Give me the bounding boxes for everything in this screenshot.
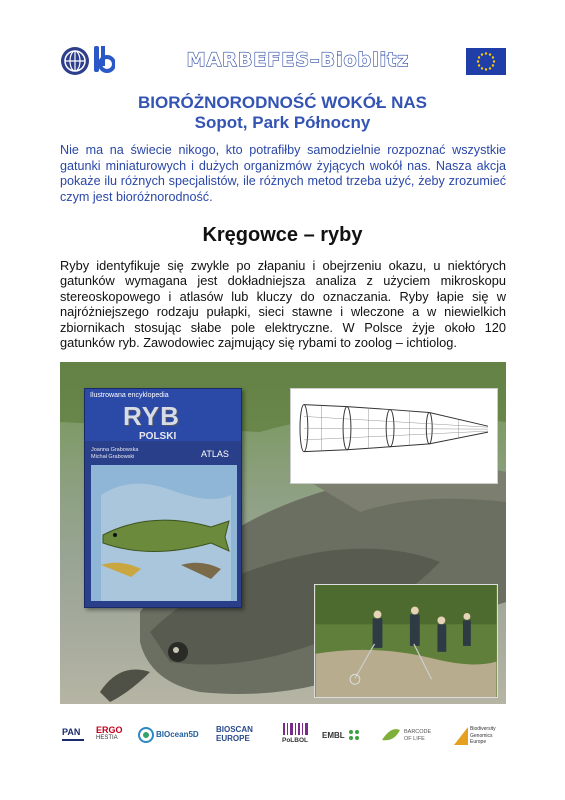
eu-star [481, 53, 483, 55]
main-title [40, 93, 525, 133]
banner-title: MARBEFES–Bioblitz [186, 49, 410, 71]
biocean5d-icon [138, 727, 154, 743]
leaf-icon [380, 726, 402, 744]
barcode-bars-icon [282, 723, 312, 735]
book-atlas-label: ATLAS [201, 449, 229, 459]
eu-star [478, 64, 480, 66]
eu-star [485, 52, 487, 54]
partner-logos [60, 721, 506, 753]
body-paragraph: Ryby identyfikuje się zwykle po złapaniu i obejrzeniu okazu, u niektórych gatunków wymagana jest dokładniejsza analiza z użyciem mikroskopu stereoskopowego i atlasów lub kluczy do oznaczania. Ryby łapie się w najróżniejszego rodzaju pułapki, sieci stawne i wleczone a w niewielkich zbiornikach stosując słabe pole elektryczne. W Polsce żyje około 120 gatunków ryb. Zawodowiec zajmujący się rybami to zoolog – ichtiolog. [60, 258, 506, 351]
fyke-net-trap-illustration [290, 388, 498, 484]
header [60, 44, 506, 78]
book-series: Ilustrowana encyklopedia [90, 392, 169, 399]
book-title: RYB [123, 401, 180, 431]
bioscan-europe-logo: BIOSCAN EUROPE [216, 725, 253, 743]
ergo-hestia-logo: ERGO HESTIA [96, 725, 123, 741]
fish-atlas-book [84, 388, 242, 608]
book-subtitle: POLSKI [139, 431, 177, 442]
biodiversity-genomics-europe-logo: Biodiversity Genomics Europe [454, 721, 506, 753]
biocean5d-logo: BIOcean5D [138, 721, 204, 753]
fish-photo-collage [60, 362, 506, 704]
pike-illustration [91, 465, 237, 601]
section-title: Kręgowce – ryby [202, 224, 363, 246]
polbol-logo: PoLBOL [282, 721, 316, 753]
eu-flag-icon [466, 48, 506, 75]
pan-logo: PAN [62, 721, 86, 753]
main-title-line1: BIORÓŻNORODNOŚĆ WOKÓŁ NAS [138, 93, 427, 112]
eu-star [493, 60, 495, 62]
eu-star [478, 56, 480, 58]
intro-paragraph: Nie ma na świecie nikogo, kto potrafiłby samodzielnie rozpoznać wszystkie gatunki miniaturowych i dużych organizmów żyjących wokół nas. Nasza akcja pokaże ilu różnych specjalistów, ile różnych metod trzeba użyć, żeby zrozumieć czym jest bioróżnorodność. [60, 143, 506, 204]
globe-network-logo [60, 46, 90, 76]
bge-icon [454, 727, 468, 745]
eu-star [477, 60, 479, 62]
eu-star [489, 67, 491, 69]
ib-logo [93, 44, 115, 76]
electrofishing-field-photo [314, 584, 498, 698]
book-authors: Joanna Grabowska Michał Grabowski [91, 447, 139, 460]
embl-dots-icon [348, 729, 362, 743]
eu-star [485, 68, 487, 70]
eu-star [492, 64, 494, 66]
main-title-line2: Sopot, Park Północny [194, 113, 371, 132]
eu-star [489, 53, 491, 55]
barcode-of-life-logo: BARCODE OF LIFE [380, 721, 442, 753]
eu-star [492, 56, 494, 58]
embl-logo: EMBL [322, 721, 366, 753]
eu-star [481, 67, 483, 69]
